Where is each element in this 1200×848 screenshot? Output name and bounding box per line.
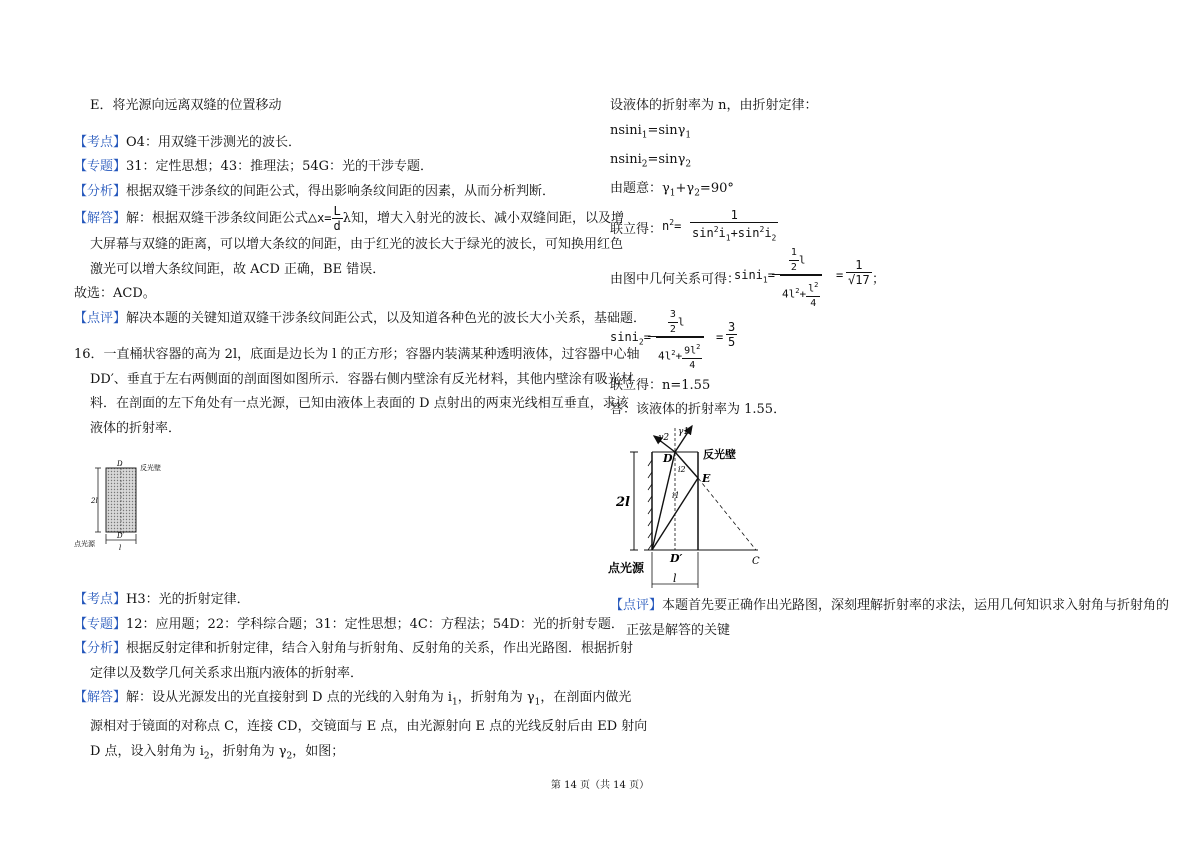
fenxi-tag: 【分析】	[74, 183, 127, 199]
container-figure-small	[74, 458, 174, 554]
q16-stem-2: DD′、垂直于左右两侧面的剖面图如图所示．容器右侧内壁涂有反光材料，其他内壁涂有吸光材	[90, 371, 634, 387]
right-column	[610, 94, 1150, 423]
fig-label-width: l	[119, 544, 122, 552]
q15-jieda-2: 大屏幕与双缝的距离，可以增大条纹的间距，由于红光的波长大于绿光的波长，可知换用红色	[90, 237, 624, 252]
label-gamma1: γ1	[678, 427, 690, 437]
label-dprime: D′	[670, 552, 683, 565]
page-footer: 第 14 页（共 14 页）	[550, 780, 650, 791]
label-c: C	[752, 556, 760, 567]
kaodian-text: O4：用双缝干涉测光的波长．	[126, 134, 301, 150]
label-i2: i2	[678, 465, 686, 474]
zhuanti-tag: 【专题】	[74, 616, 127, 632]
r-line-1: 设液体的折射率为 n，由折射定律：	[610, 98, 818, 113]
fig-label-d: D	[117, 460, 123, 468]
r-dianping-1: 【点评】本题首先要正确作出光路图，深刻理解折射率的求法，运用几何知识求入射角与折射角的	[610, 598, 1170, 613]
r-line-9: 答：该液体的折射率为 1.55．	[610, 402, 787, 418]
r-line-8: 联立得：n=1.55	[610, 377, 711, 393]
fig-label-height: 2l	[91, 497, 98, 505]
label-d: D	[663, 452, 673, 465]
formula-sin-i2: sini$_2$= $\frac{3}{2}$ l $4l^2+$ $\frac{9l^2}{4}$ = $\frac{3}{5}$	[610, 308, 736, 372]
r-dianping-2: 正弦是解答的关键	[626, 622, 731, 638]
q16-stem-3: 料．在剖面的左下角处有一点光源，已知由液体上表面的 D 点射出的两束光线相互垂直，求该	[90, 396, 629, 411]
fig-label-dprime: D′	[117, 532, 125, 540]
r-line-2: nsini$_1$=sinγ$_1$	[610, 122, 692, 141]
q16-jieda-3: D 点，设入射角为 $i_2$，折射角为 $\gamma_2$，如图；	[90, 743, 345, 762]
label-reflect-wall: 反光壁	[703, 448, 736, 461]
zhuanti-text: 31：定性思想；43：推理法；54G：光的干涉专题．	[126, 159, 434, 174]
kaodian-tag: 【考点】	[74, 592, 127, 607]
fig-label-reflect: 反光壁	[140, 464, 161, 472]
label-i1: i1	[672, 491, 680, 500]
q15-dianping	[74, 307, 647, 332]
label-e: E	[702, 472, 711, 485]
fenxi-tag: 【分析】	[74, 641, 127, 656]
q16-stem-4: 液体的折射率．	[90, 420, 182, 436]
kaodian-tag: 【考点】	[74, 134, 127, 150]
formula-sin-i1: 由图中几何关系可得： sini$_1$= $\frac{1}{2}$ l $4l^2+$ $\frac{l^2}{4}$ = $\frac{1}{√17}$ ；	[610, 246, 886, 310]
dianping-tag: 【点评】	[74, 310, 127, 326]
jieda-text: 解：设从光源发出的光直接射到 D 点的光线的入射角为 i	[126, 690, 452, 705]
label-height: 2l	[616, 495, 630, 510]
zhuanti-text: 12：应用题；22：学科综合题；31：定性思想；4C：方程法；54D：光的折射专题．	[126, 616, 624, 632]
q15-jieda-1	[74, 204, 624, 233]
ray-direct	[652, 452, 675, 550]
formula-delta: △	[308, 208, 318, 226]
q15-jieda-3: 激光可以增大条纹间距，故 ACD 正确，BE 错误．	[90, 261, 386, 277]
fig-label-source: 点光源	[74, 540, 95, 548]
left-column	[74, 94, 647, 441]
q16-zhuanti	[74, 613, 624, 638]
jieda-tag: 【解答】	[74, 690, 127, 705]
q16-fenxi-2: 定律以及数学几何关系求出瓶内液体的折射率．	[90, 665, 364, 681]
fenxi-text: 根据反射定律和折射定律，结合入射角与折射角、反射角的关系，作出光路图．根据折射	[126, 641, 634, 656]
label-gamma2: γ2	[658, 433, 670, 443]
dianping-tag: 【点评】	[610, 598, 663, 613]
label-source: 点光源	[608, 561, 645, 575]
dashed-to-c	[698, 478, 756, 550]
right-dianping	[610, 594, 1170, 643]
q15-zhuanti	[74, 155, 604, 180]
q16-jieda-2: 源相对于镜面的对称点 C，连接 CD，交镜面与 E 点，由光源射向 E 点的光线反射后由 ED 射向	[90, 719, 648, 735]
kaodian-text: H3：光的折射定律．	[126, 592, 250, 607]
formula-fraction: $\frac{L}{d}$	[333, 204, 341, 233]
q15-kaodian	[74, 131, 604, 156]
zhuanti-tag: 【专题】	[74, 159, 127, 174]
formula-x: x=	[317, 211, 332, 225]
q16-stem-1: 16．一直桶状容器的高为 2l，底面是边长为 l 的正方形；容器内装满某种透明液体，过容器中心轴	[74, 347, 640, 362]
label-width: l	[673, 572, 677, 585]
q16-kaodian	[74, 588, 604, 613]
q16-jieda-1: 【解答】解：设从光源发出的光直接射到 D 点的光线的入射角为 $i_1$，折射角为 $\gamma_1$，在剖面内做光	[74, 690, 632, 708]
formula-n-squared: 联立得： $n^2=$ $\frac{1}{\sin^2i_1+\sin^2i_2}$	[610, 207, 777, 243]
jieda-text: 解：根据双缝干涉条纹间距公式	[126, 211, 309, 226]
dianping-text: 解决本题的关键知道双缝干涉条纹间距公式，以及知道各种色光的波长大小关系，基础题．	[126, 310, 647, 326]
q16-fenxi-1	[74, 637, 634, 662]
q15-answer: 故选：ACD。	[74, 286, 156, 301]
option-e: E．将光源向远离双缝的位置移动	[90, 98, 282, 113]
jieda-tag: 【解答】	[74, 211, 127, 226]
fenxi-text: 根据双缝干涉条纹的间距公式，得出影响条纹间距的因素，从而分析判断．	[126, 183, 556, 199]
r-line-4: 由题意：$\gamma_1+\gamma_2=90^\circ$	[610, 180, 734, 199]
jieda-text-cont: λ知，增大入射光的波长、减小双缝间距，以及增	[342, 211, 624, 226]
q15-fenxi	[74, 180, 604, 205]
light-path-figure	[608, 420, 778, 592]
r-line-3: nsini$_2$=sinγ$_2$	[610, 151, 692, 170]
